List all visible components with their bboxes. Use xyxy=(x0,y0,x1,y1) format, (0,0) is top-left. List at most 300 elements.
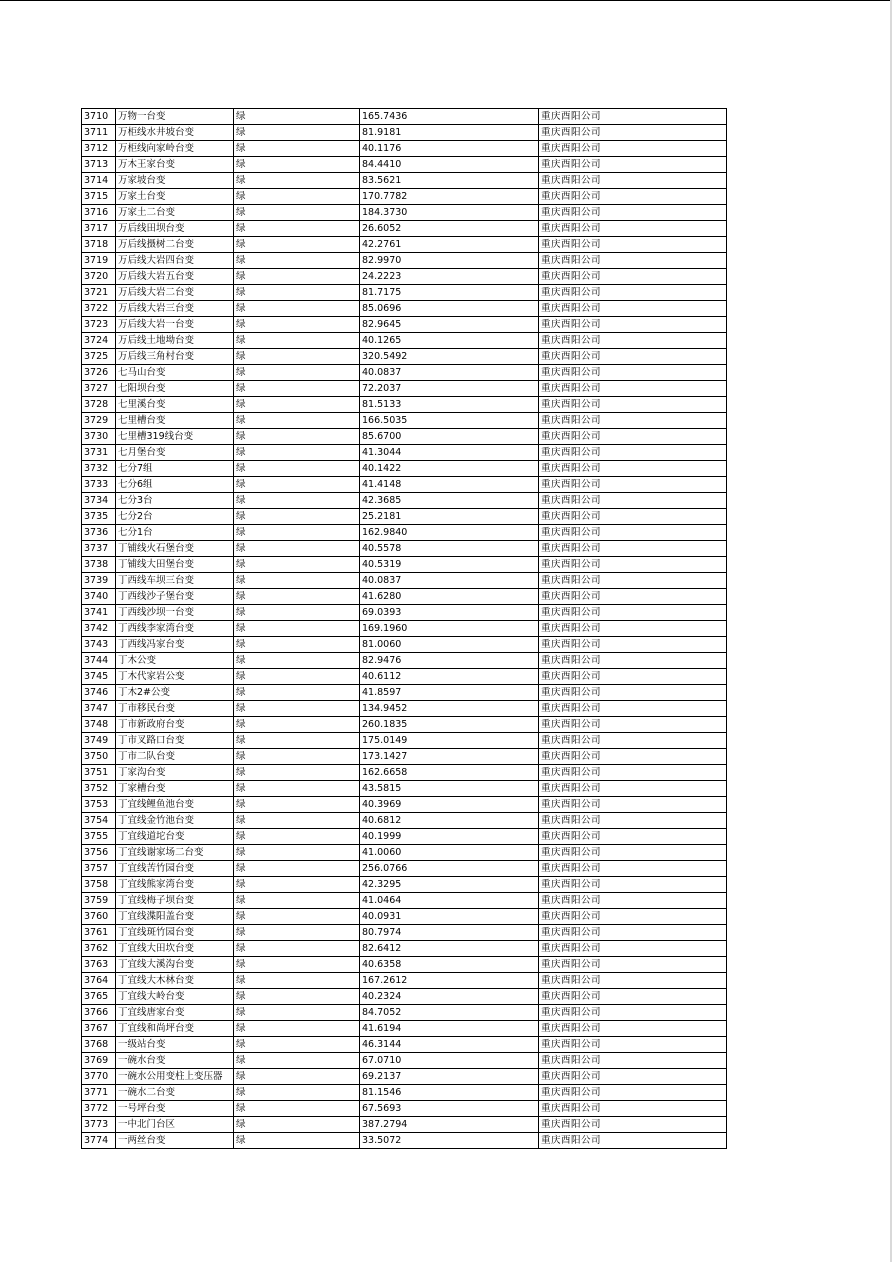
company-cell: 重庆酉阳公司 xyxy=(539,749,727,765)
station-name-cell: 一级站台变 xyxy=(116,1037,234,1053)
company-cell: 重庆酉阳公司 xyxy=(539,285,727,301)
status-color-cell: 绿 xyxy=(234,109,360,125)
row-id-cell: 3739 xyxy=(82,573,116,589)
station-name-cell: 七阳坝台变 xyxy=(116,381,234,397)
table-row xyxy=(82,237,727,253)
value-cell: 260.1835 xyxy=(360,717,539,733)
value-cell: 40.0837 xyxy=(360,573,539,589)
station-name-cell: 丁宜线大田坎台变 xyxy=(116,941,234,957)
row-id-cell: 3717 xyxy=(82,221,116,237)
station-name-cell: 丁宜线大溪沟台变 xyxy=(116,957,234,973)
station-name-cell: 七里槽319线台变 xyxy=(116,429,234,445)
company-cell: 重庆酉阳公司 xyxy=(539,445,727,461)
status-color-cell: 绿 xyxy=(234,173,360,189)
table-row xyxy=(82,461,727,477)
row-id-cell: 3720 xyxy=(82,269,116,285)
station-name-cell: 丁宜线鲤鱼池台变 xyxy=(116,797,234,813)
company-cell: 重庆酉阳公司 xyxy=(539,1053,727,1069)
value-cell: 42.3685 xyxy=(360,493,539,509)
value-cell: 46.3144 xyxy=(360,1037,539,1053)
value-cell: 85.6700 xyxy=(360,429,539,445)
value-cell: 184.3730 xyxy=(360,205,539,221)
company-cell: 重庆酉阳公司 xyxy=(539,589,727,605)
status-color-cell: 绿 xyxy=(234,125,360,141)
station-name-cell: 丁宜线梅子坝台变 xyxy=(116,893,234,909)
status-color-cell: 绿 xyxy=(234,957,360,973)
value-cell: 81.0060 xyxy=(360,637,539,653)
row-id-cell: 3736 xyxy=(82,525,116,541)
row-id-cell: 3771 xyxy=(82,1085,116,1101)
status-color-cell: 绿 xyxy=(234,605,360,621)
company-cell: 重庆酉阳公司 xyxy=(539,141,727,157)
row-id-cell: 3773 xyxy=(82,1117,116,1133)
status-color-cell: 绿 xyxy=(234,445,360,461)
company-cell: 重庆酉阳公司 xyxy=(539,797,727,813)
table-row xyxy=(82,525,727,541)
table-row xyxy=(82,781,727,797)
station-name-cell: 丁宜线金竹池台变 xyxy=(116,813,234,829)
status-color-cell: 绿 xyxy=(234,493,360,509)
status-color-cell: 绿 xyxy=(234,397,360,413)
value-cell: 40.5319 xyxy=(360,557,539,573)
status-color-cell: 绿 xyxy=(234,557,360,573)
status-color-cell: 绿 xyxy=(234,237,360,253)
page-top-border xyxy=(0,0,892,1)
station-name-cell: 一中北门台区 xyxy=(116,1117,234,1133)
company-cell: 重庆酉阳公司 xyxy=(539,941,727,957)
row-id-cell: 3734 xyxy=(82,493,116,509)
company-cell: 重庆酉阳公司 xyxy=(539,365,727,381)
status-color-cell: 绿 xyxy=(234,1005,360,1021)
table-row xyxy=(82,253,727,269)
station-name-cell: 一号坪台变 xyxy=(116,1101,234,1117)
station-name-cell: 七月堡台变 xyxy=(116,445,234,461)
row-id-cell: 3733 xyxy=(82,477,116,493)
row-id-cell: 3721 xyxy=(82,285,116,301)
row-id-cell: 3754 xyxy=(82,813,116,829)
value-cell: 40.1999 xyxy=(360,829,539,845)
value-cell: 24.2223 xyxy=(360,269,539,285)
company-cell: 重庆酉阳公司 xyxy=(539,1069,727,1085)
row-id-cell: 3713 xyxy=(82,157,116,173)
company-cell: 重庆酉阳公司 xyxy=(539,1085,727,1101)
company-cell: 重庆酉阳公司 xyxy=(539,397,727,413)
table-row xyxy=(82,1021,727,1037)
status-color-cell: 绿 xyxy=(234,477,360,493)
row-id-cell: 3763 xyxy=(82,957,116,973)
value-cell: 40.1265 xyxy=(360,333,539,349)
company-cell: 重庆酉阳公司 xyxy=(539,765,727,781)
table-row xyxy=(82,333,727,349)
status-color-cell: 绿 xyxy=(234,685,360,701)
status-color-cell: 绿 xyxy=(234,861,360,877)
status-color-cell: 绿 xyxy=(234,1053,360,1069)
value-cell: 41.6280 xyxy=(360,589,539,605)
status-color-cell: 绿 xyxy=(234,1037,360,1053)
row-id-cell: 3768 xyxy=(82,1037,116,1053)
company-cell: 重庆酉阳公司 xyxy=(539,1133,727,1149)
company-cell: 重庆酉阳公司 xyxy=(539,189,727,205)
company-cell: 重庆酉阳公司 xyxy=(539,733,727,749)
station-name-cell: 丁西线李家湾台变 xyxy=(116,621,234,637)
row-id-cell: 3738 xyxy=(82,557,116,573)
table-row xyxy=(82,141,727,157)
company-cell: 重庆酉阳公司 xyxy=(539,573,727,589)
company-cell: 重庆酉阳公司 xyxy=(539,685,727,701)
table-row xyxy=(82,957,727,973)
table-row xyxy=(82,173,727,189)
row-id-cell: 3766 xyxy=(82,1005,116,1021)
value-cell: 169.1960 xyxy=(360,621,539,637)
station-name-cell: 万后线大岩三台变 xyxy=(116,301,234,317)
value-cell: 82.6412 xyxy=(360,941,539,957)
status-color-cell: 绿 xyxy=(234,221,360,237)
station-name-cell: 丁宜线大木林台变 xyxy=(116,973,234,989)
company-cell: 重庆酉阳公司 xyxy=(539,269,727,285)
company-cell: 重庆酉阳公司 xyxy=(539,861,727,877)
table-row xyxy=(82,669,727,685)
value-cell: 387.2794 xyxy=(360,1117,539,1133)
value-cell: 33.5072 xyxy=(360,1133,539,1149)
status-color-cell: 绿 xyxy=(234,1117,360,1133)
value-cell: 166.5035 xyxy=(360,413,539,429)
value-cell: 43.5815 xyxy=(360,781,539,797)
table-row xyxy=(82,109,727,125)
status-color-cell: 绿 xyxy=(234,301,360,317)
row-id-cell: 3759 xyxy=(82,893,116,909)
station-name-cell: 丁宜线大岭台变 xyxy=(116,989,234,1005)
value-cell: 175.0149 xyxy=(360,733,539,749)
station-name-cell: 万家坡台变 xyxy=(116,173,234,189)
table-row xyxy=(82,381,727,397)
company-cell: 重庆酉阳公司 xyxy=(539,717,727,733)
table-row xyxy=(82,733,727,749)
station-name-cell: 丁宜线渫阳盖台变 xyxy=(116,909,234,925)
row-id-cell: 3764 xyxy=(82,973,116,989)
row-id-cell: 3723 xyxy=(82,317,116,333)
table-row xyxy=(82,653,727,669)
table-row xyxy=(82,973,727,989)
row-id-cell: 3755 xyxy=(82,829,116,845)
station-name-cell: 万后线大岩四台变 xyxy=(116,253,234,269)
row-id-cell: 3744 xyxy=(82,653,116,669)
table-row xyxy=(82,637,727,653)
station-name-cell: 丁宜线唐家台变 xyxy=(116,1005,234,1021)
table-row xyxy=(82,317,727,333)
table-row xyxy=(82,445,727,461)
value-cell: 85.0696 xyxy=(360,301,539,317)
row-id-cell: 3722 xyxy=(82,301,116,317)
table-row xyxy=(82,717,727,733)
value-cell: 320.5492 xyxy=(360,349,539,365)
station-name-cell: 七分3台 xyxy=(116,493,234,509)
status-color-cell: 绿 xyxy=(234,1069,360,1085)
company-cell: 重庆酉阳公司 xyxy=(539,205,727,221)
company-cell: 重庆酉阳公司 xyxy=(539,349,727,365)
status-color-cell: 绿 xyxy=(234,317,360,333)
status-color-cell: 绿 xyxy=(234,349,360,365)
status-color-cell: 绿 xyxy=(234,189,360,205)
company-cell: 重庆酉阳公司 xyxy=(539,525,727,541)
row-id-cell: 3772 xyxy=(82,1101,116,1117)
value-cell: 84.4410 xyxy=(360,157,539,173)
table-row xyxy=(82,1005,727,1021)
row-id-cell: 3716 xyxy=(82,205,116,221)
value-cell: 40.6112 xyxy=(360,669,539,685)
status-color-cell: 绿 xyxy=(234,1101,360,1117)
value-cell: 167.2612 xyxy=(360,973,539,989)
station-name-cell: 丁木公变 xyxy=(116,653,234,669)
transformer-table xyxy=(81,108,727,1149)
status-color-cell: 绿 xyxy=(234,909,360,925)
status-color-cell: 绿 xyxy=(234,925,360,941)
row-id-cell: 3732 xyxy=(82,461,116,477)
station-name-cell: 丁宜线斑竹园台变 xyxy=(116,925,234,941)
table-row xyxy=(82,413,727,429)
row-id-cell: 3756 xyxy=(82,845,116,861)
table-row xyxy=(82,493,727,509)
status-color-cell: 绿 xyxy=(234,701,360,717)
row-id-cell: 3748 xyxy=(82,717,116,733)
row-id-cell: 3753 xyxy=(82,797,116,813)
station-name-cell: 丁西线沙子堡台变 xyxy=(116,589,234,605)
station-name-cell: 一碗水公用变柱上变压器 xyxy=(116,1069,234,1085)
row-id-cell: 3758 xyxy=(82,877,116,893)
row-id-cell: 3752 xyxy=(82,781,116,797)
status-color-cell: 绿 xyxy=(234,669,360,685)
company-cell: 重庆酉阳公司 xyxy=(539,541,727,557)
status-color-cell: 绿 xyxy=(234,573,360,589)
station-name-cell: 七分2台 xyxy=(116,509,234,525)
row-id-cell: 3743 xyxy=(82,637,116,653)
row-id-cell: 3769 xyxy=(82,1053,116,1069)
row-id-cell: 3710 xyxy=(82,109,116,125)
table-row xyxy=(82,1133,727,1149)
row-id-cell: 3770 xyxy=(82,1069,116,1085)
station-name-cell: 丁市叉路口台变 xyxy=(116,733,234,749)
station-name-cell: 一两丝台变 xyxy=(116,1133,234,1149)
station-name-cell: 丁市移民台变 xyxy=(116,701,234,717)
row-id-cell: 3735 xyxy=(82,509,116,525)
status-color-cell: 绿 xyxy=(234,429,360,445)
status-color-cell: 绿 xyxy=(234,141,360,157)
station-name-cell: 万后线田坝台变 xyxy=(116,221,234,237)
value-cell: 41.0060 xyxy=(360,845,539,861)
value-cell: 25.2181 xyxy=(360,509,539,525)
status-color-cell: 绿 xyxy=(234,797,360,813)
table-row xyxy=(82,749,727,765)
value-cell: 162.6658 xyxy=(360,765,539,781)
station-name-cell: 丁宜线和尚坪台变 xyxy=(116,1021,234,1037)
table-row xyxy=(82,829,727,845)
value-cell: 40.1422 xyxy=(360,461,539,477)
table-row xyxy=(82,1053,727,1069)
row-id-cell: 3728 xyxy=(82,397,116,413)
status-color-cell: 绿 xyxy=(234,413,360,429)
status-color-cell: 绿 xyxy=(234,621,360,637)
company-cell: 重庆酉阳公司 xyxy=(539,1021,727,1037)
company-cell: 重庆酉阳公司 xyxy=(539,125,727,141)
status-color-cell: 绿 xyxy=(234,941,360,957)
company-cell: 重庆酉阳公司 xyxy=(539,173,727,189)
station-name-cell: 七马山台变 xyxy=(116,365,234,381)
value-cell: 82.9970 xyxy=(360,253,539,269)
company-cell: 重庆酉阳公司 xyxy=(539,701,727,717)
table-row xyxy=(82,909,727,925)
row-id-cell: 3749 xyxy=(82,733,116,749)
table-row xyxy=(82,557,727,573)
station-name-cell: 丁家槽台变 xyxy=(116,781,234,797)
company-cell: 重庆酉阳公司 xyxy=(539,109,727,125)
station-name-cell: 丁市新政府台变 xyxy=(116,717,234,733)
company-cell: 重庆酉阳公司 xyxy=(539,1101,727,1117)
value-cell: 83.5621 xyxy=(360,173,539,189)
station-name-cell: 丁铺线大田堡台变 xyxy=(116,557,234,573)
company-cell: 重庆酉阳公司 xyxy=(539,957,727,973)
company-cell: 重庆酉阳公司 xyxy=(539,653,727,669)
station-name-cell: 万柜线向家岭台变 xyxy=(116,141,234,157)
value-cell: 26.6052 xyxy=(360,221,539,237)
table-row xyxy=(82,205,727,221)
table-row xyxy=(82,925,727,941)
value-cell: 81.7175 xyxy=(360,285,539,301)
value-cell: 40.3969 xyxy=(360,797,539,813)
row-id-cell: 3765 xyxy=(82,989,116,1005)
row-id-cell: 3719 xyxy=(82,253,116,269)
company-cell: 重庆酉阳公司 xyxy=(539,813,727,829)
company-cell: 重庆酉阳公司 xyxy=(539,893,727,909)
company-cell: 重庆酉阳公司 xyxy=(539,1037,727,1053)
company-cell: 重庆酉阳公司 xyxy=(539,477,727,493)
status-color-cell: 绿 xyxy=(234,637,360,653)
company-cell: 重庆酉阳公司 xyxy=(539,637,727,653)
station-name-cell: 万物一台变 xyxy=(116,109,234,125)
value-cell: 41.8597 xyxy=(360,685,539,701)
status-color-cell: 绿 xyxy=(234,205,360,221)
status-color-cell: 绿 xyxy=(234,781,360,797)
company-cell: 重庆酉阳公司 xyxy=(539,605,727,621)
value-cell: 42.3295 xyxy=(360,877,539,893)
status-color-cell: 绿 xyxy=(234,333,360,349)
table-row xyxy=(82,845,727,861)
value-cell: 40.1176 xyxy=(360,141,539,157)
table-row xyxy=(82,893,727,909)
station-name-cell: 丁家沟台变 xyxy=(116,765,234,781)
company-cell: 重庆酉阳公司 xyxy=(539,317,727,333)
company-cell: 重庆酉阳公司 xyxy=(539,909,727,925)
status-color-cell: 绿 xyxy=(234,269,360,285)
station-name-cell: 丁西线沙坝一台变 xyxy=(116,605,234,621)
status-color-cell: 绿 xyxy=(234,253,360,269)
value-cell: 81.5133 xyxy=(360,397,539,413)
status-color-cell: 绿 xyxy=(234,509,360,525)
station-name-cell: 丁西线车坝三台变 xyxy=(116,573,234,589)
table-row xyxy=(82,157,727,173)
company-cell: 重庆酉阳公司 xyxy=(539,221,727,237)
company-cell: 重庆酉阳公司 xyxy=(539,237,727,253)
status-color-cell: 绿 xyxy=(234,845,360,861)
row-id-cell: 3712 xyxy=(82,141,116,157)
row-id-cell: 3751 xyxy=(82,765,116,781)
company-cell: 重庆酉阳公司 xyxy=(539,877,727,893)
table-row xyxy=(82,541,727,557)
station-name-cell: 丁宜线谢家场二台变 xyxy=(116,845,234,861)
station-name-cell: 丁宜线道坨台变 xyxy=(116,829,234,845)
station-name-cell: 一碗水二台变 xyxy=(116,1085,234,1101)
status-color-cell: 绿 xyxy=(234,541,360,557)
value-cell: 69.0393 xyxy=(360,605,539,621)
station-name-cell: 七分6组 xyxy=(116,477,234,493)
table-row xyxy=(82,701,727,717)
row-id-cell: 3729 xyxy=(82,413,116,429)
company-cell: 重庆酉阳公司 xyxy=(539,301,727,317)
value-cell: 41.0464 xyxy=(360,893,539,909)
row-id-cell: 3746 xyxy=(82,685,116,701)
company-cell: 重庆酉阳公司 xyxy=(539,509,727,525)
status-color-cell: 绿 xyxy=(234,157,360,173)
company-cell: 重庆酉阳公司 xyxy=(539,333,727,349)
company-cell: 重庆酉阳公司 xyxy=(539,429,727,445)
status-color-cell: 绿 xyxy=(234,653,360,669)
value-cell: 40.6358 xyxy=(360,957,539,973)
station-name-cell: 丁铺线火石堡台变 xyxy=(116,541,234,557)
company-cell: 重庆酉阳公司 xyxy=(539,253,727,269)
table-row xyxy=(82,941,727,957)
row-id-cell: 3747 xyxy=(82,701,116,717)
value-cell: 67.5693 xyxy=(360,1101,539,1117)
transformer-table-body xyxy=(82,109,727,1149)
station-name-cell: 七分7组 xyxy=(116,461,234,477)
station-name-cell: 万家土二台变 xyxy=(116,205,234,221)
row-id-cell: 3767 xyxy=(82,1021,116,1037)
station-name-cell: 丁木代家岩公变 xyxy=(116,669,234,685)
value-cell: 69.2137 xyxy=(360,1069,539,1085)
row-id-cell: 3762 xyxy=(82,941,116,957)
table-row xyxy=(82,765,727,781)
company-cell: 重庆酉阳公司 xyxy=(539,669,727,685)
row-id-cell: 3774 xyxy=(82,1133,116,1149)
station-name-cell: 七里溪台变 xyxy=(116,397,234,413)
row-id-cell: 3730 xyxy=(82,429,116,445)
value-cell: 40.0837 xyxy=(360,365,539,381)
status-color-cell: 绿 xyxy=(234,1085,360,1101)
status-color-cell: 绿 xyxy=(234,1133,360,1149)
company-cell: 重庆酉阳公司 xyxy=(539,829,727,845)
station-name-cell: 丁宜线苦竹园台变 xyxy=(116,861,234,877)
station-name-cell: 丁木2#公变 xyxy=(116,685,234,701)
table-row xyxy=(82,989,727,1005)
row-id-cell: 3714 xyxy=(82,173,116,189)
row-id-cell: 3718 xyxy=(82,237,116,253)
status-color-cell: 绿 xyxy=(234,589,360,605)
table-row xyxy=(82,797,727,813)
company-cell: 重庆酉阳公司 xyxy=(539,925,727,941)
table-row xyxy=(82,861,727,877)
status-color-cell: 绿 xyxy=(234,1021,360,1037)
table-row xyxy=(82,477,727,493)
value-cell: 81.9181 xyxy=(360,125,539,141)
company-cell: 重庆酉阳公司 xyxy=(539,1005,727,1021)
table-row xyxy=(82,685,727,701)
table-row xyxy=(82,269,727,285)
company-cell: 重庆酉阳公司 xyxy=(539,1117,727,1133)
table-row xyxy=(82,589,727,605)
table-row xyxy=(82,573,727,589)
row-id-cell: 3724 xyxy=(82,333,116,349)
station-name-cell: 万后线大岩二台变 xyxy=(116,285,234,301)
value-cell: 173.1427 xyxy=(360,749,539,765)
station-name-cell: 万后线大岩一台变 xyxy=(116,317,234,333)
